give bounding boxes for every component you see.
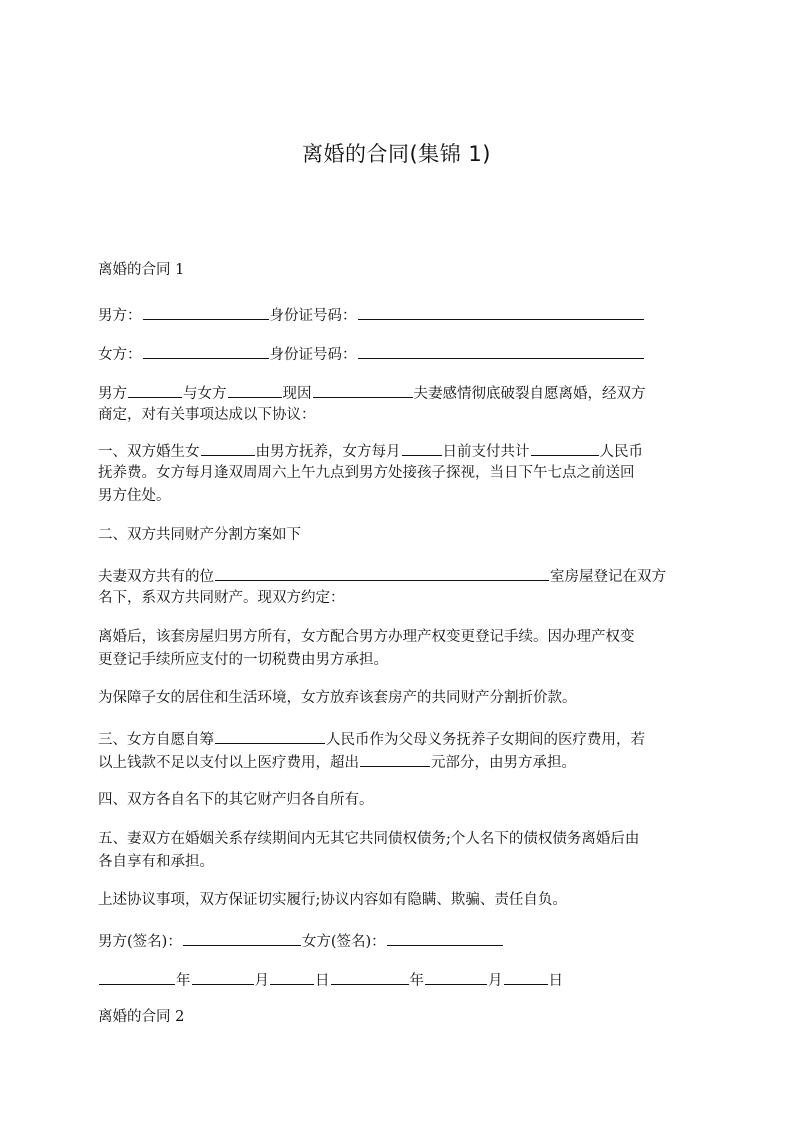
male-signature-blank[interactable] [183,927,301,946]
date-month-label: 月 [488,973,503,989]
intro-male-blank[interactable] [128,379,182,398]
clause2-heading: 二、双方共同财产分割方案如下 [98,527,301,543]
date-day-label: 日 [548,973,563,989]
closing-line: 上述协议事项，双方保证切实履行;协议内容如有隐瞒、欺骗、责任自负。 [98,892,567,908]
intro-text: 男方 [98,386,127,402]
clause3-text: 以上钱款不足以支付以上医疗费用，超出 [98,755,359,771]
male-info-line [98,301,698,329]
date-year-label: 年 [409,973,424,989]
male-signature-label: 男方(签名)： [98,934,182,950]
divorce-after-line-2: 更登记手续所应支付的一切税费由男方承担。 [98,652,388,668]
clause1-text: 人民币 [599,444,643,460]
female-month-blank[interactable] [425,966,487,985]
clause1-text: 一、双方婚生女 [98,444,200,460]
date-day-label: 日 [315,973,330,989]
date-year-label: 年 [176,973,191,989]
intro-line-2: 商定，对有关事项达成以下协议： [98,407,316,423]
clause1-daughter-blank[interactable] [201,437,255,456]
clause3-excess-blank[interactable] [360,748,430,767]
document-title: 离婚的合同(集锦 1) [302,142,491,166]
clause1-text: 由男方抚养，女方每月 [255,444,401,460]
intro-text: 现因 [282,386,312,402]
clause1-text: 日前支付共计 [442,444,530,460]
contract1-heading: 离婚的合同 1 [98,262,185,278]
male-name-blank[interactable] [143,301,269,320]
property-location-blank[interactable] [215,562,549,581]
divorce-after-line-1: 离婚后，该套房屋归男方所有，女方配合男方办理产权变更登记手续。因办理产权变 [98,629,635,645]
female-day-blank[interactable] [504,966,548,985]
clause3-text: 元部分，由男方承担。 [431,755,576,771]
clause1-amount-blank[interactable] [531,437,599,456]
female-id-label: 身份证号码： [269,347,357,363]
female-name-blank[interactable] [143,340,269,359]
clause3-line-2 [98,748,698,776]
intro-female-blank[interactable] [228,379,282,398]
male-day-blank[interactable] [270,966,314,985]
clause5-line-2: 各自享有和承担。 [98,854,214,870]
clause3-text: 人民币作为父母义务抚养子女期间的医疗费用，若 [326,732,645,748]
male-id-blank[interactable] [358,301,644,320]
intro-reason-blank[interactable] [313,379,413,398]
female-signature-label: 女方(签名)： [301,934,386,950]
signature-line [98,927,698,955]
clause1-line-2: 抚养费。女方每月逢双周周六上午九点到男方处接孩子探视，当日下午七点之前送回 [98,465,635,481]
contract2-heading: 离婚的合同 2 [98,1009,185,1025]
protect-children-line: 为保障子女的居住和生活环境，女方放弃该套房产的共同财产分割折价款。 [98,690,577,706]
clause3-amount-blank[interactable] [215,725,325,744]
intro-text: 与女方 [183,386,227,402]
property-text: 夫妻双方共有的位 [98,569,214,585]
date-month-label: 月 [254,973,269,989]
intro-text: 夫妻感情彻底破裂自愿离婚，经双方 [413,386,646,402]
clause5-line-1: 五、妻双方在婚姻关系存续期间内无其它共同债权债务;个人名下的债权债务离婚后由 [98,831,640,847]
property-text: 室房屋登记在双方 [550,569,666,585]
female-signature-blank[interactable] [387,927,503,946]
clause1-day-blank[interactable] [402,437,442,456]
female-id-blank[interactable] [358,340,644,359]
male-label: 男方： [98,308,142,324]
property-line-2: 名下，系双方共同财产。现双方约定： [98,590,345,606]
date-line [98,966,698,994]
female-label: 女方： [98,347,142,363]
male-id-label: 身份证号码： [269,308,357,324]
male-month-blank[interactable] [192,966,254,985]
clause1-line-3: 男方住处。 [98,488,171,504]
clause3-text: 三、女方自愿自筹 [98,732,214,748]
female-info-line [98,340,698,368]
female-year-blank[interactable] [331,966,409,985]
male-year-blank[interactable] [99,966,175,985]
clause4-line: 四、双方各自名下的其它财产归各自所有。 [98,792,374,808]
